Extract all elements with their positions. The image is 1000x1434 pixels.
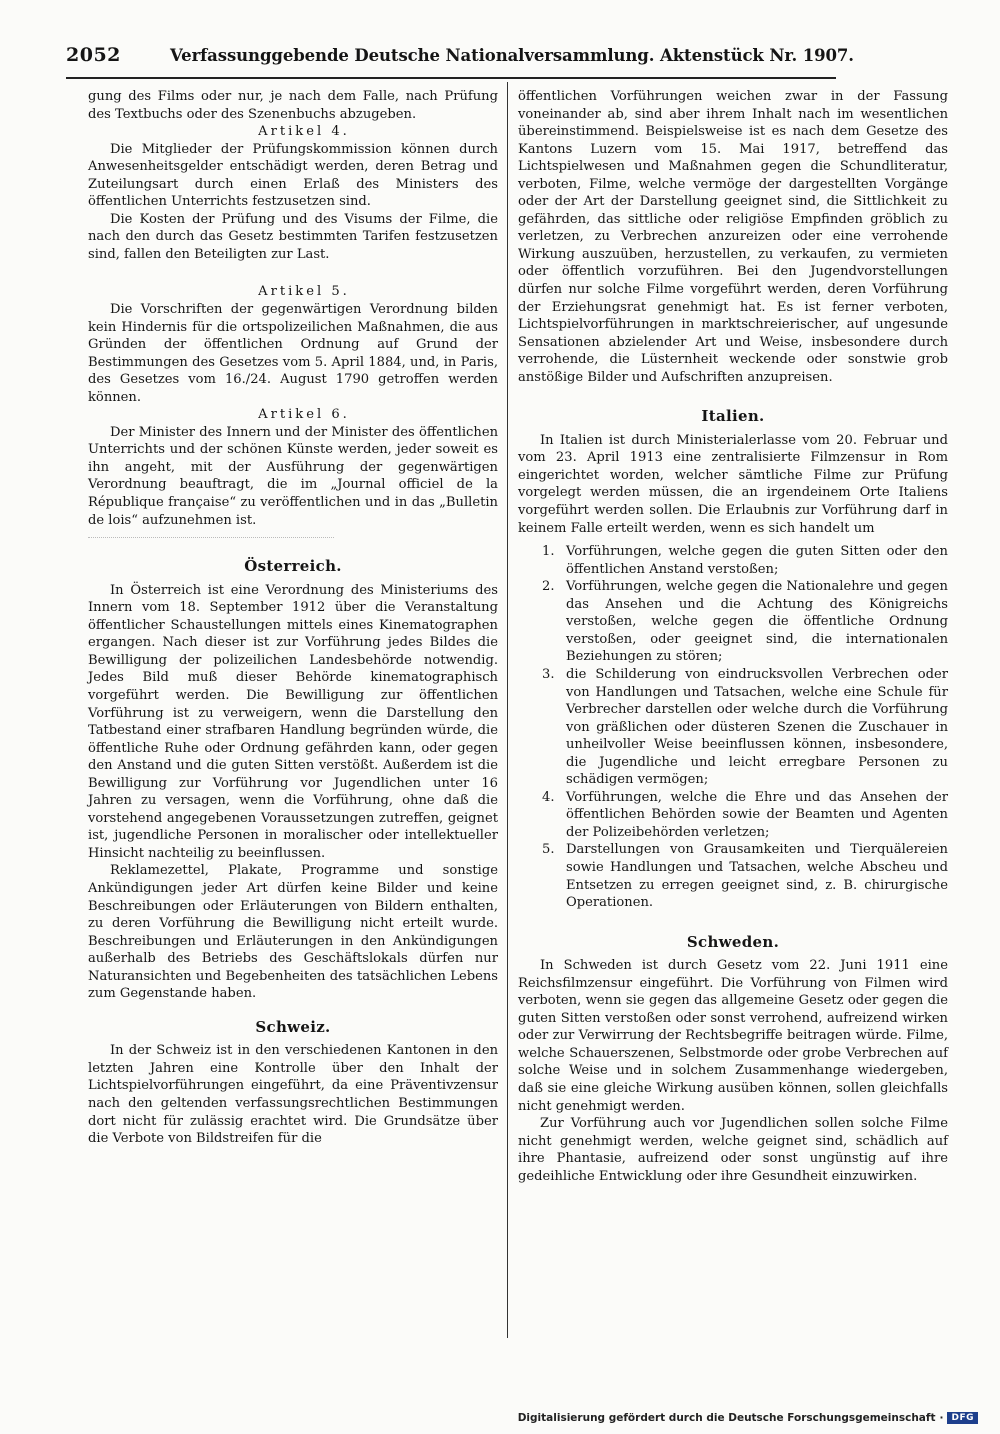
artikel-4-heading: Artikel 4. xyxy=(258,124,350,140)
section-heading-italien: Italien. xyxy=(701,407,765,426)
header-rule xyxy=(66,77,836,79)
digitization-credit: Digitalisierung gefördert durch die Deutsche Forschungsgemeinschaft · DFG xyxy=(518,1412,978,1424)
artikel-5-heading: Artikel 5. xyxy=(258,284,350,300)
continuation-paragraph-right: öffentlichen Vorführungen weichen zwar in der Fassung voneinander ab, sind aber ihrem Inhalt nach im wesentlichen übereinstimmend. Beispielsweise ist es nach dem Gesetze des Kantons Luzern vom 15. Mai 1917, betreffend das Lichtspielwesen und Maßnahmen gegen die Schundliteratur, verboten, Filme, welche vermöge der dargestellten Vorgänge oder der Art der Darstellung geeignet sind, die Sittlichkeit zu gefährden, das sittliche oder religiöse Empfinden gröblich zu verletzen, zu Verbrechen anzureizen oder eine verrohende Wirkung auszuüben, herzustellen, zu verkaufen, zu vermieten oder öffentlich vorzuführen. Bei den Jugendvorstellungen dürfen nur solche Filme vorgeführt werden, deren Vorführung der Erziehungsrat genehmigt hat. Es ist ferner verboten, Lichtspielvorführungen in marktschreierischer, auf ungesunde Sensationen abzielender Art und Weise, insbesondere durch verrohende, die Lüsternheit weckende oder sonstwie grob anstößige Bilder und Aufschriften anzupreisen. xyxy=(518,89,948,385)
artikel-4-paragraph-2: Die Kosten der Prüfung und des Visums der Filme, die nach den durch das Gesetz bestimmten Tarifen festzusetzen sind, fallen den Beteiligten zur Last. xyxy=(88,211,498,262)
list-item xyxy=(518,578,948,666)
artikel-5-paragraph-1: Die Vorschriften der gegenwärtigen Verordnung bilden kein Hindernis für die ortspolizeilichen Maßnahmen, die aus Gründen der öffentlichen Ordnung auf Grund der Bestimmungen des Gesetzes vom 5. April 1884, und, in Paris, des Gesetzes vom 16./24. August 1790 getroffen werden können. xyxy=(88,302,498,405)
page-number: 2052 xyxy=(66,44,121,66)
section-heading-oesterreich: Österreich. xyxy=(244,557,342,576)
list-item xyxy=(518,841,948,911)
list-item-number: 4. xyxy=(542,789,555,805)
right-column xyxy=(518,88,948,1185)
list-item xyxy=(518,666,948,789)
artikel-4-paragraph-1: Die Mitglieder der Prüfungskommission können durch Anwesenheitsgelder entschädigt werden, deren Betrag und Zuteilungsart durch einen Erlaß des Ministers des öffentlichen Unterrichts festzusetzen sind. xyxy=(88,141,498,210)
schweiz-paragraph-1: In der Schweiz ist in den verschiedenen Kantonen in den letzten Jahren eine Kontrolle über den Inhalt der Lichtspielvorführungen eingeführt, da eine Präventivzensur nach den geltenden verfassungsrechtlichen Bestimmungen dort nicht für zulässig erachtet wird. Die Grundsätze über die Verbote von Bildstreifen für die xyxy=(88,1043,498,1147)
list-item-text: Darstellungen von Grausamkeiten und Tierquälereien sowie Handlungen und Tatsachen, welche Abscheu und Entsetzen zu erregen geeignet sind, z. B. chirurgische Operationen. xyxy=(566,842,948,911)
list-item-number: 1. xyxy=(542,544,555,560)
left-column xyxy=(88,88,498,1148)
list-item xyxy=(518,789,948,842)
list-item-text: Vorführungen, welche die Ehre und das Ansehen der öffentlichen Behörden sowie der Beamten und Agenten der Polizeibehörden verletzen; xyxy=(566,789,948,840)
section-heading-schweden: Schweden. xyxy=(686,932,780,951)
italien-list xyxy=(518,543,948,911)
section-heading-schweiz: Schweiz. xyxy=(255,1017,331,1036)
list-item-text: die Schilderung von eindrucksvollen Verbrechen oder von Handlungen und Tatsachen, welche eine Schule für Verbrecher darstellen oder welche durch die Vorführung von gräßlichen oder düsteren Szenen die Zuschauer in unheilvoller Weise beeinflussen können, insbesondere, die Jugendliche und leicht erregbare Personen zu schädigen vermögen; xyxy=(566,666,948,788)
dfg-logo-icon: DFG xyxy=(947,1412,978,1424)
continuation-paragraph: gung des Films oder nur, je nach dem Falle, nach Prüfung des Textbuchs oder des Szenenbuchs abzugeben. xyxy=(88,89,498,122)
column-divider xyxy=(507,82,508,1338)
running-title: Verfassunggebende Deutsche Nationalversammlung. Aktenstück Nr. 1907. xyxy=(170,46,854,65)
schweden-paragraph-2: Zur Vorführung auch vor Jugendlichen sollen solche Filme nicht genehmigt werden, welche geignet sind, schädlich auf ihre Phantasie, aufreizend oder sonst ungünstig auf ihre gedeihliche Entwicklung oder ihre Gesundheit einzuwirken. xyxy=(518,1116,948,1184)
artikel-6-heading: Artikel 6. xyxy=(258,407,350,423)
print-blemish xyxy=(88,537,334,554)
italien-paragraph-1: In Italien ist durch Ministerialerlasse vom 20. Februar und vom 23. April 1913 eine zentralisierte Filmzensur in Rom eingerichtet worden, welcher sämtliche Filme zur Prüfung vorgelegt werden müssen, die an irgendeinem Orte Italiens vorgeführt werden sollen. Die Erlaubnis zur Vorführung darf in keinem Falle erteilt werden, wenn es sich handelt um xyxy=(518,432,948,536)
schweden-paragraph-1: In Schweden ist durch Gesetz vom 22. Juni 1911 eine Reichsfilmzensur eingeführt. Die Vorführung von Filmen wird verboten, wenn sie gegen das allgemeine Gesetz oder gegen die guten Sitten verstoßen oder sonst verrohend, aufreizend wirken oder zur Verwirrung der Rechtsbegriffe beitragen würde. Filme, welche Schauerszenen, Selbstmorde oder grobe Verbrechen auf solche Weise und in solchem Zusammenhange wiedergeben, daß sie eine gleiche Wirkung ausüben können, sollen gleichfalls nicht genehmigt werden. xyxy=(518,958,948,1114)
artikel-6-paragraph-1: Der Minister des Innern und der Minister des öffentlichen Unterrichts und der schönen Künste werden, jeder soweit es ihn angeht, mit der Ausführung der gegenwärtigen Verordnung beauftragt, die im „Journal officiel de la République française“ zu veröffentlichen und in das „Bulletin de lois“ aufzunehmen ist. xyxy=(88,424,498,528)
list-item xyxy=(518,543,948,578)
list-item-number: 3. xyxy=(542,666,555,682)
list-item-text: Vorführungen, welche gegen die Nationalehre und gegen das Ansehen und die Achtung des Königreichs verstoßen, welche gegen die öffentliche Ordnung verstoßen, oder geeignet sind, die internationalen Beziehungen zu stören; xyxy=(566,579,948,665)
oesterreich-paragraph-1: In Österreich ist eine Verordnung des Ministeriums des Innern vom 18. September 1912 über die Veranstaltung öffentlicher Schaustellungen mittels eines Kinematographen ergangen. Nach dieser ist zur Vorführung jedes Bildes die Bewilligung der polizeilichen Landesbehörde notwendig. Jedes Bild muß dieser Behörde kinematographisch vorgeführt werden. Die Bewilligung zur öffentlichen Vorführung ist zu verweigern, wenn die Darstellung den Tatbestand einer strafbaren Handlung begründen würde, die öffentliche Ruhe oder Ordnung gefährden kann, oder gegen den Anstand und die guten Sitten verstößt. Außerdem ist die Bewilligung zur Vorführung vor Jugendlichen unter 16 Jahren zu versagen, wenn die Vorführung, ohne daß die vorstehend angegebenen Voraussetzungen zutreffen, geignet ist, jugendliche Personen in moralischer oder intellektueller Hinsicht nachteilig zu beeinflussen. xyxy=(88,582,498,861)
credit-text: Digitalisierung gefördert durch die Deutsche Forschungsgemeinschaft xyxy=(517,1412,936,1424)
list-item-text: Vorführungen, welche gegen die guten Sitten oder den öffentlichen Anstand verstoßen; xyxy=(566,544,948,577)
list-item-number: 5. xyxy=(542,842,555,858)
list-item-number: 2. xyxy=(542,579,555,595)
oesterreich-paragraph-2: Reklamezettel, Plakate, Programme und sonstige Ankündigungen jeder Art dürfen keine Bilder und keine Beschreibungen oder Erläuterungen von Bildern enthalten, zu deren Vorführung die Bewilligung nicht erteilt wurde. Beschreibungen und Erläuterungen in den Ankündigungen außerhalb des Betriebs des Geschäftslokals dürfen nur Naturansichten und Begebenheiten des tatsächlichen Lebens zum Gegenstande haben. xyxy=(88,863,498,1002)
page-header xyxy=(66,44,854,72)
